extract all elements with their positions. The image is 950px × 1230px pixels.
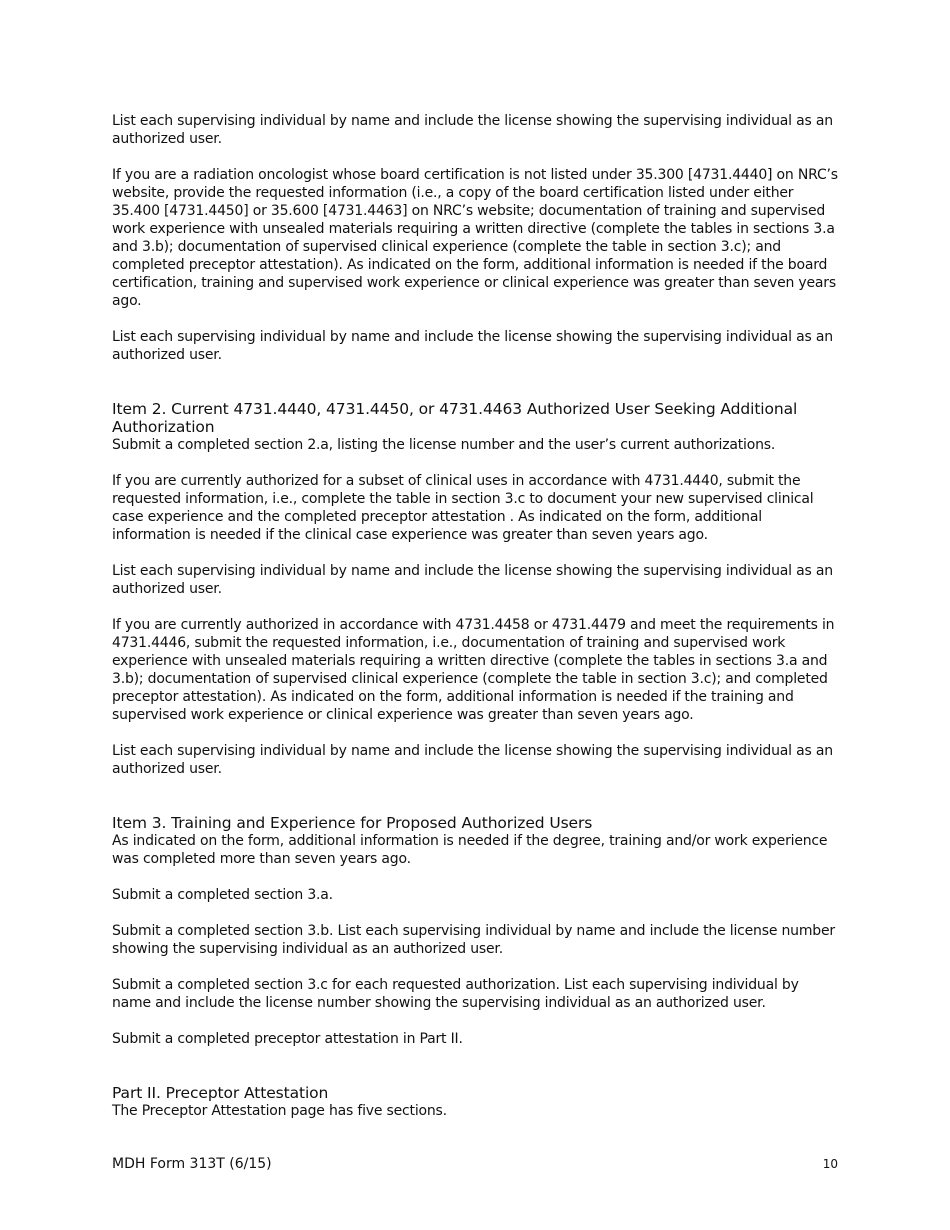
paragraph: The Preceptor Attestation page has five sections. — [112, 1103, 447, 1119]
part2-heading: Part II. Preceptor Attestation — [112, 1084, 329, 1102]
paragraph: If you are currently authorized in accordance with 4731.4458 or 4731.4479 and meet the requirements in 4731.4446, submit the requested information, i.e., documentation of training and supervised work experience with unsealed materials requiring a written directive (complete the tables in sections 3.a and 3.b); documentation of supervised clinical experience (complete the table in section 3.c); and completed preceptor attestation). As indicated on the form, additional information is needed if the training and supervised work experience or clinical experience was greater than seven years ago. — [112, 617, 835, 723]
paragraph: If you are currently authorized for a subset of clinical uses in accordance with 4731.4440, submit the requested information, i.e., complete the table in section 3.c to document your new supervised clinical case experience and the completed preceptor attestation . As indicated on the form, additional information is needed if the clinical case experience was greater than seven years ago. — [112, 473, 814, 543]
form-id: MDH Form 313T (6/15) — [112, 1156, 272, 1172]
paragraph: Submit a completed section 3.c for each requested authorization. List each supervising individual by name and include the license number showing the supervising individual as an authorized user. — [112, 977, 799, 1011]
paragraph: List each supervising individual by name and include the license showing the supervising individual as an authorized user. — [112, 563, 833, 597]
item3-heading: Item 3. Training and Experience for Proposed Authorized Users — [112, 814, 593, 832]
page-footer — [112, 1155, 840, 1173]
paragraph: Submit a completed section 2.a, listing the license number and the user’s current authorizations. — [112, 437, 776, 453]
paragraph: Submit a completed preceptor attestation in Part II. — [112, 1031, 463, 1047]
paragraph: List each supervising individual by name and include the license showing the supervising individual as an authorized user. — [112, 329, 833, 363]
paragraph: Submit a completed section 3.b. List each supervising individual by name and include the license number showing the supervising individual as an authorized user. — [112, 923, 835, 957]
paragraph: If you are a radiation oncologist whose board certification is not listed under 35.300 [4731.4440] on NRC’s website, provide the requested information (i.e., a copy of the board certification listed under either 35.400 [4731.4450] or 35.600 [4731.4463] on NRC’s website; documentation of training and supervised work experience with unsealed materials requiring a written directive (complete the tables in sections 3.a and 3.b); documentation of supervised clinical experience (complete the table in section 3.c); and completed preceptor attestation). As indicated on the form, additional information is needed if the board certification, training and supervised work experience or clinical experience was greater than seven years ago. — [112, 167, 838, 309]
item2-heading: Item 2. Current 4731.4440, 4731.4450, or 4731.4463 Authorized User Seeking Additional Authorization — [112, 400, 798, 436]
page-number: 10 — [822, 1157, 838, 1171]
paragraph: Submit a completed section 3.a. — [112, 887, 333, 903]
paragraph: As indicated on the form, additional information is needed if the degree, training and/or work experience was completed more than seven years ago. — [112, 833, 828, 867]
document-body — [112, 112, 840, 1120]
paragraph: List each supervising individual by name and include the license showing the supervising individual as an authorized user. — [112, 113, 833, 147]
paragraph: List each supervising individual by name and include the license showing the supervising individual as an authorized user. — [112, 743, 833, 777]
